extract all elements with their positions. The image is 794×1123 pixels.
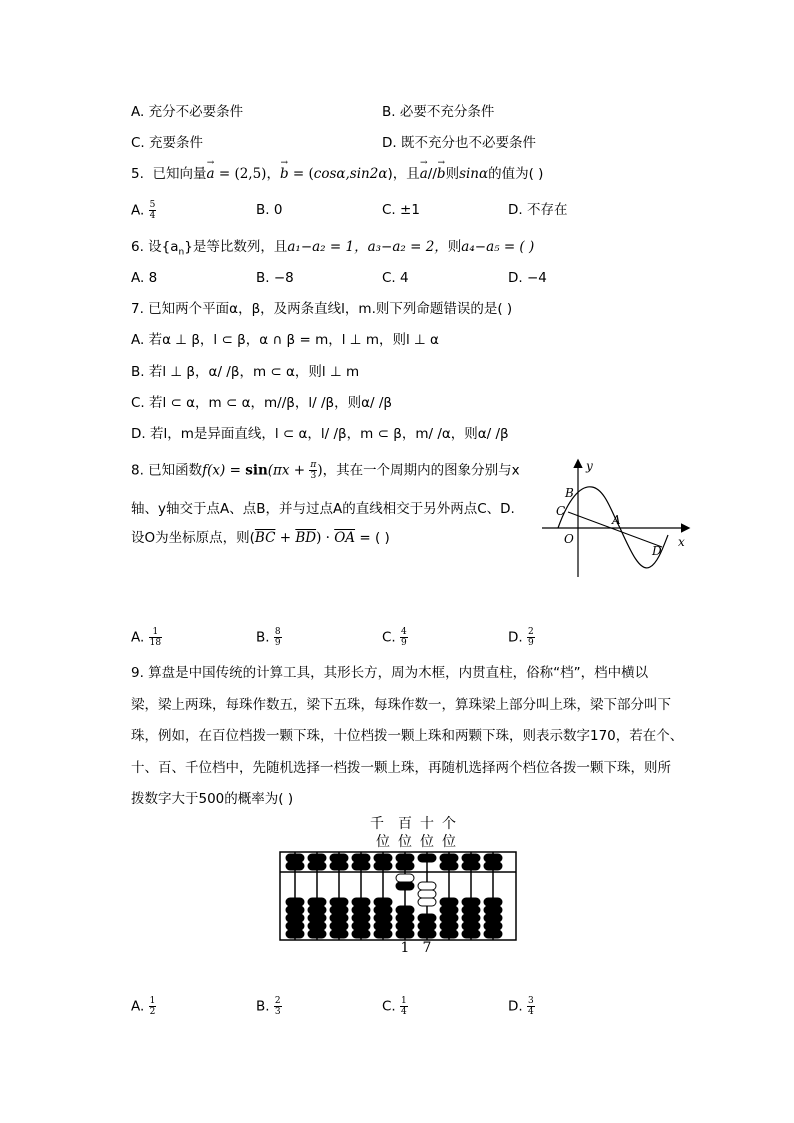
place-sub-tens: 位: [420, 834, 434, 850]
upper-bead: [440, 862, 458, 870]
q8-option-a: A. $\frac{1}{18}$: [131, 627, 162, 648]
place-sub-thousands: 位: [376, 834, 390, 850]
sine-graph: [540, 455, 700, 585]
place-sub-ones: 位: [442, 834, 456, 850]
upper-bead: [352, 862, 370, 870]
lower-bead: [440, 922, 458, 930]
q6-option-d: D. −4: [508, 270, 547, 286]
digit-7: 7: [422, 940, 432, 956]
q7-option-b: B. 若l ⊥ β，α/ /β，m ⊂ α，则l ⊥ m: [131, 364, 360, 380]
lower-bead: [352, 906, 370, 914]
lower-bead: [462, 922, 480, 930]
q7-option-d: D. 若l，m是异面直线，l ⊂ α，l/ /β，m ⊂ β，m/ /α，则α/ /β: [131, 426, 509, 442]
digit-1: 1: [400, 940, 410, 956]
upper-bead: [374, 862, 392, 870]
q6-option-c: C. 4: [382, 270, 409, 286]
upper-bead: [396, 862, 414, 870]
upper-bead: [374, 854, 392, 862]
upper-bead: [308, 862, 326, 870]
lower-bead: [374, 898, 392, 906]
lower-bead: [396, 922, 414, 930]
upper-bead: [440, 854, 458, 862]
place-sub-hundreds: 位: [398, 834, 412, 850]
q8-line2: 轴、y轴交于点A、点B，并与过点A的直线相交于另外两点C、D.: [131, 501, 515, 517]
label-b: B: [565, 486, 574, 500]
label-x: x: [678, 535, 685, 549]
q7-option-a: A. 若α ⊥ β，l ⊂ β，α ∩ β = m，l ⊥ m，则l ⊥ α: [131, 332, 439, 348]
lower-bead: [440, 906, 458, 914]
lower-bead: [286, 914, 304, 922]
q5-option-b: B. 0: [256, 202, 283, 218]
lower-bead: [462, 914, 480, 922]
upper-bead: [462, 854, 480, 862]
q7-stem: 7. 已知两个平面α，β，及两条直线l，m.则下列命题错误的是( ): [131, 301, 513, 317]
q9-option-d: D. $\frac{3}{4}$: [508, 996, 534, 1017]
lower-bead: [418, 922, 436, 930]
q7-option-c: C. 若l ⊂ α，m ⊂ α，m//β，l/ /β，则α/ /β: [131, 395, 393, 411]
label-o: O: [564, 532, 574, 546]
q8-option-b: B. $\frac{8}{9}$: [256, 627, 281, 648]
q8-option-d: D. $\frac{2}{9}$: [508, 627, 534, 648]
lower-bead: [484, 930, 502, 938]
lower-bead: [462, 930, 480, 938]
lower-bead: [374, 922, 392, 930]
lower-bead: [330, 906, 348, 914]
lower-bead: [462, 906, 480, 914]
label-y: y: [586, 459, 593, 473]
q8-option-c: C. $\frac{4}{9}$: [382, 627, 407, 648]
lower-bead-active: [418, 898, 436, 906]
lower-bead: [484, 914, 502, 922]
lower-bead: [308, 914, 326, 922]
lower-bead: [374, 914, 392, 922]
q5-option-a: A. $\frac{5}{4}$: [131, 200, 156, 221]
upper-bead: [286, 854, 304, 862]
q4-option-c: C. 充要条件: [131, 135, 204, 151]
lower-bead: [396, 930, 414, 938]
q8-line3: 设O为坐标原点，则$(\overline{BC} + \overline{BD}) \cdot \overline{OA}$ = ( ): [131, 530, 390, 546]
q6-option-a: A. 8: [131, 270, 158, 286]
lower-bead: [440, 930, 458, 938]
upper-bead: [330, 854, 348, 862]
abacus-figure: [270, 812, 530, 960]
lower-bead: [374, 930, 392, 938]
label-c: C: [556, 504, 566, 518]
lower-bead: [308, 906, 326, 914]
q5-option-d: D. 不存在: [508, 202, 568, 218]
lower-bead-active: [418, 890, 436, 898]
lower-bead: [462, 898, 480, 906]
lower-bead: [484, 922, 502, 930]
lower-bead: [286, 906, 304, 914]
upper-bead: [308, 854, 326, 862]
upper-bead: [484, 854, 502, 862]
lower-bead: [440, 898, 458, 906]
lower-bead-empty: [396, 874, 414, 882]
lower-bead: [418, 914, 436, 922]
upper-bead: [330, 862, 348, 870]
lower-bead: [308, 898, 326, 906]
lower-bead: [286, 898, 304, 906]
lower-bead: [308, 922, 326, 930]
upper-bead: [484, 862, 502, 870]
lower-bead: [440, 914, 458, 922]
label-a: A: [612, 513, 621, 527]
lower-bead: [484, 898, 502, 906]
upper-bead: [418, 854, 436, 862]
q6-stem: 6. 设$\{a_n\}$是等比数列，且a₁−a₂ = 1，a₃−a₂ = 2，则a₄−a₅ = ( ): [131, 239, 535, 258]
place-label-hundreds: 百: [398, 816, 412, 832]
q9-stem: 9. 算盘是中国传统的计算工具，其形长方，周为木框，内贯直柱，俗称“档”，档中横以 梁，梁上两珠，每珠作数五，梁下五珠，每珠作数一，算珠梁上部分叫上珠，梁下部分叫下 珠，例如，在百位档拨一颗下珠，十位档拨一颗上珠和两颗下珠，则表示数字170，若在个、 十、百、千位档中，先随机选择一档拨一颗上珠，再随机选择两个档位各拨一颗下珠，则所 拨数字大于500的概率为( ): [131, 665, 684, 807]
upper-bead: [462, 862, 480, 870]
q5-option-c: C. ±1: [382, 202, 420, 218]
lower-bead: [396, 914, 414, 922]
lower-bead: [330, 898, 348, 906]
q8-line1: 8. 已知函数f(x) = sin(πx + $\frac{\pi}{3}$ )，其在一个周期内的图象分别与x: [131, 460, 520, 481]
q9-option-a: A. $\frac{1}{2}$: [131, 996, 156, 1017]
upper-bead: [286, 862, 304, 870]
place-label-thousands: 千: [370, 816, 384, 832]
lower-bead: [330, 922, 348, 930]
lower-bead: [352, 914, 370, 922]
lower-bead: [484, 906, 502, 914]
lower-bead: [308, 930, 326, 938]
q9-option-b: B. $\frac{2}{3}$: [256, 996, 281, 1017]
q5-stem: 5. 已知向量→ a = (2,5)，→ b = (cosα,sin2α)，且→ a//→ b则sinα的值为( ): [131, 164, 543, 184]
upper-bead-active: [418, 882, 436, 890]
upper-bead: [396, 854, 414, 862]
lower-bead-active: [396, 882, 414, 890]
lower-bead: [330, 914, 348, 922]
lower-bead: [374, 906, 392, 914]
lower-bead: [286, 930, 304, 938]
lower-bead: [418, 930, 436, 938]
q4-option-d: D. 既不充分也不必要条件: [382, 135, 536, 151]
q6-option-b: B. −8: [256, 270, 294, 286]
lower-bead: [330, 930, 348, 938]
q9-option-c: C. $\frac{1}{4}$: [382, 996, 407, 1017]
label-d: D: [652, 544, 662, 558]
lower-bead: [396, 906, 414, 914]
lower-bead: [352, 898, 370, 906]
q4-option-a: A. 充分不必要条件: [131, 104, 244, 120]
place-label-ones: 个: [442, 816, 456, 832]
upper-bead: [352, 854, 370, 862]
lower-bead: [352, 930, 370, 938]
q4-option-b: B. 必要不充分条件: [382, 104, 495, 120]
lower-bead: [352, 922, 370, 930]
place-label-tens: 十: [420, 816, 434, 832]
lower-bead: [286, 922, 304, 930]
